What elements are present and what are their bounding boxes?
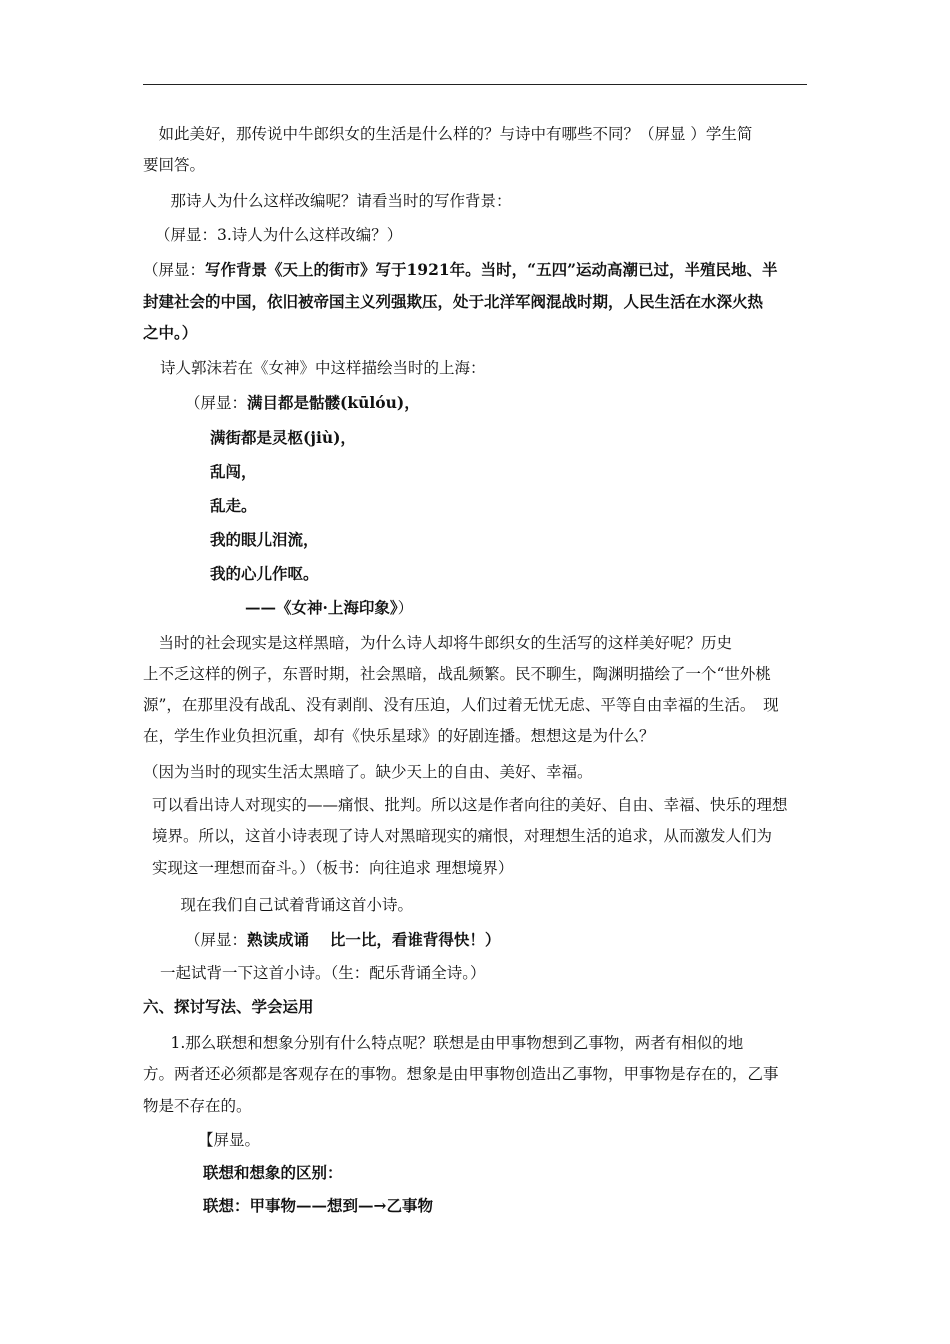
poem-line: 乱走。 [210, 496, 257, 515]
paragraph-line: 实现这一理想而奋斗。）（板书：向往追求 理想境界） [152, 859, 514, 877]
background-note-line: 封建社会的中国，依旧被帝国主义列强欺压，处于北洋军阀混战时期，人民生活在水深火热 [143, 292, 764, 311]
section-heading: 六、探讨写法、学会运用 [143, 997, 314, 1016]
paragraph-line: 物是不存在的。 [143, 1097, 252, 1115]
poem-line: （屏显：满目都是骷髅(kūlóu)， [185, 393, 420, 412]
paragraph-line: （因为当时的现实生活太黑暗了。缺少天上的自由、美好、幸福。 [143, 763, 593, 781]
paragraph-line: 当时的社会现实是这样黑暗，为什么诗人却将牛郎织女的生活写的这样美好呢？历史 [143, 634, 733, 652]
paragraph-line: 源”，在那里没有战乱、没有剥削、没有压迫，人们过着无忧无虑、平等自由幸福的生活。 现 [143, 696, 779, 714]
screen-note-line: （屏显：熟读成诵 比一比，看谁背得快！） [185, 930, 501, 949]
paragraph-line: 可以看出诗人对现实的——痛恨、批判。所以这是作者向往的美好、自由、幸福、快乐的理想 [152, 796, 788, 814]
poem-line: 满街都是灵柩(jiù)， [210, 428, 356, 447]
header-rule [143, 84, 807, 85]
comparison-line: 联想：甲事物——想到—→乙事物 [203, 1196, 433, 1215]
paragraph-line: 现在我们自己试着背诵这首小诗。 [165, 896, 414, 914]
paragraph-line: 境界。所以，这首小诗表现了诗人对黑暗现实的痛恨，对理想生活的追求，从而激发人们为 [152, 827, 773, 845]
screen-note-line: （屏显：3.诗人为什么这样改编？） [155, 226, 403, 244]
comparison-title: 联想和想象的区别： [203, 1163, 343, 1182]
background-note-line: （屏显：写作背景《天上的街市》写于1921年。当时，“五四”运动高潮已过，半殖民地、半 [143, 260, 778, 279]
paragraph-line: 1.那么联想和想象分别有什么特点呢？联想是由甲事物想到乙事物，两者有相似的地 [155, 1034, 744, 1052]
paragraph-line: 要回答。 [143, 156, 206, 174]
screen-note-line: 【屏显。 [198, 1131, 261, 1149]
paragraph-line: 诗人郭沫若在《女神》中这样描绘当时的上海： [160, 359, 486, 377]
poem-line: 乱闯， [210, 462, 257, 481]
poem-source: ——《女神·上海印象》） [245, 598, 414, 617]
background-note-line: 之中。） [143, 323, 198, 342]
paragraph-line: 方。两者还必须都是客观存在的事物。想象是由甲事物创造出乙事物，甲事物是存在的，乙事 [143, 1065, 779, 1083]
poem-line: 我的心儿作呕。 [210, 564, 319, 583]
paragraph-line: 在，学生作业负担沉重，却有《快乐星球》的好剧连播。想想这是为什么？ [143, 727, 655, 745]
paragraph-line: 如此美好，那传说中牛郎织女的生活是什么样的？与诗中有哪些不同？（屏显 ）学生简 [143, 125, 753, 143]
paragraph-line: 一起试背一下这首小诗。（生：配乐背诵全诗。） [160, 964, 486, 982]
paragraph-line: 上不乏这样的例子，东晋时期，社会黑暗，战乱频繁。民不聊生，陶渊明描绘了一个“世外桃 [143, 665, 771, 683]
poem-line: 我的眼儿泪流， [210, 530, 319, 549]
paragraph-line: 那诗人为什么这样改编呢？请看当时的写作背景： [155, 192, 512, 210]
